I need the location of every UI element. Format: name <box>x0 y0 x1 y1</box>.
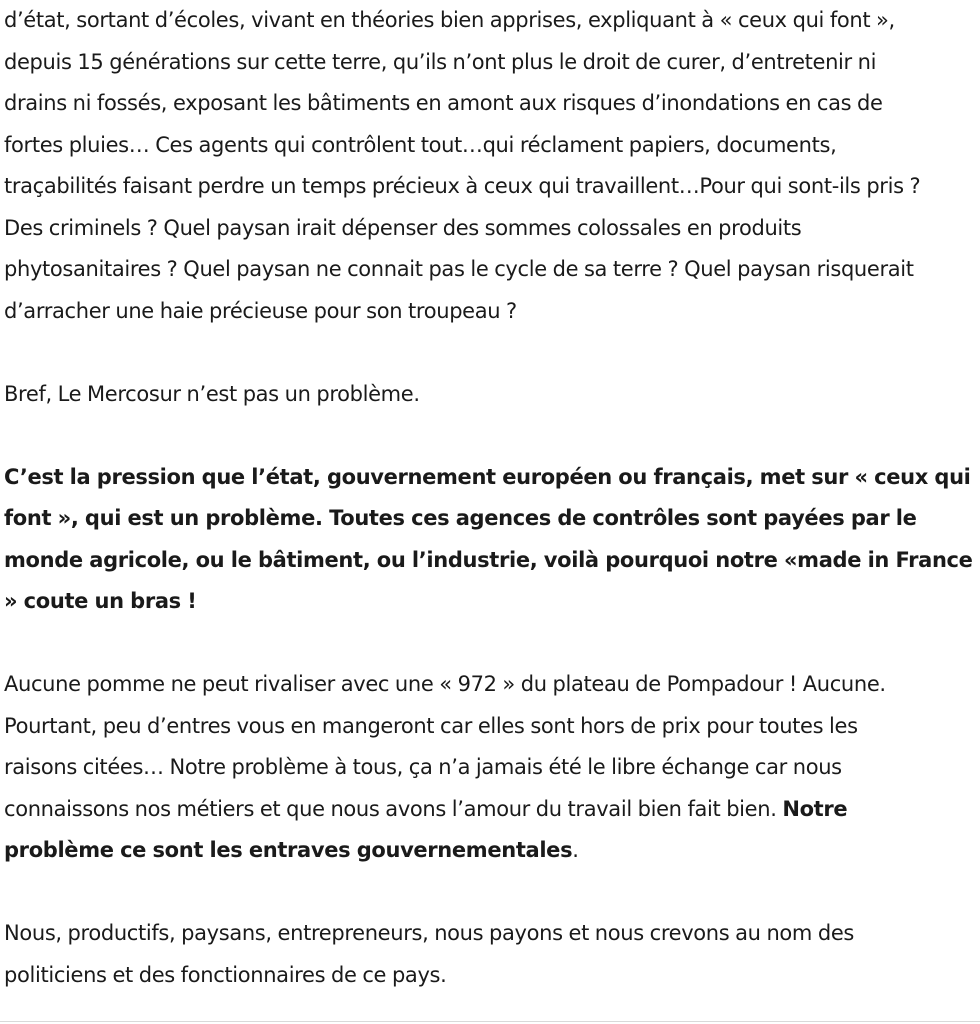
text-segment: . <box>572 838 579 862</box>
bold-text-segment: problème ce sont les entraves gouvernementales <box>4 838 573 862</box>
text-line: traçabilités faisant perdre un temps précieux à ceux qui travaillent…Pour qui sont-ils pris ? <box>4 174 921 198</box>
paragraph-gap <box>4 623 980 665</box>
text-line: Aucune pomme ne peut rivaliser avec une « 972 » du plateau de Pompadour ! Aucune. <box>4 672 886 696</box>
text-line: phytosanitaires ? Quel paysan ne connait pas le cycle de sa terre ? Quel paysan risquerait <box>4 257 914 281</box>
article-body <box>4 0 980 996</box>
text-line: C’est la pression que l’état, gouvernement européen ou français, met sur « ceux qui <box>4 464 971 489</box>
text-segment: connaissons nos métiers et que nous avons l’amour du travail bien fait bien. <box>4 796 783 821</box>
bottom-divider <box>0 1021 980 1022</box>
paragraph-3-bold <box>4 457 980 623</box>
text-line: Pourtant, peu d’entres vous en mangeront car elles sont hors de prix pour toutes les <box>4 713 858 738</box>
text-line: d’arracher une haie précieuse pour son troupeau ? <box>4 298 517 323</box>
paragraph-2 <box>4 374 980 416</box>
paragraph-gap <box>4 872 980 914</box>
text-line: drains ni fossés, exposant les bâtiments en amont aux risques d’inondations en cas de <box>4 91 883 115</box>
paragraph-gap <box>4 332 980 374</box>
bold-text-segment: Notre <box>782 796 848 821</box>
text-line: fortes pluies… Ces agents qui contrôlent tout…qui réclament papiers, documents, <box>4 132 837 157</box>
text-line: d’état, sortant d’écoles, vivant en théories bien apprises, expliquant à « ceux qui font », <box>4 8 895 32</box>
paragraph-5 <box>4 913 980 996</box>
text-line: Bref, Le Mercosur n’est pas un problème. <box>4 381 420 406</box>
text-line-mixed <box>4 789 980 831</box>
text-line: Des criminels ? Quel paysan irait dépenser des sommes colossales en produits <box>4 215 802 240</box>
paragraph-4 <box>4 664 980 872</box>
paragraph-gap <box>4 415 980 457</box>
paragraph-1 <box>4 0 980 332</box>
text-line: font », qui est un problème. Toutes ces agences de contrôles sont payées par le <box>4 506 917 530</box>
text-line: politiciens et des fonctionnaires de ce pays. <box>4 962 447 987</box>
text-line: Nous, productifs, paysans, entrepreneurs, nous payons et nous crevons au nom des <box>4 921 854 945</box>
text-line-mixed <box>4 830 980 872</box>
text-line: » coute un bras ! <box>4 589 197 613</box>
text-line: depuis 15 générations sur cette terre, qu’ils n’ont plus le droit de curer, d’entretenir ni <box>4 49 877 74</box>
text-line: monde agricole, ou le bâtiment, ou l’industrie, voilà pourquoi notre «made in France <box>4 547 973 572</box>
text-line: raisons citées… Notre problème à tous, ça n’a jamais été le libre échange car nous <box>4 755 842 779</box>
